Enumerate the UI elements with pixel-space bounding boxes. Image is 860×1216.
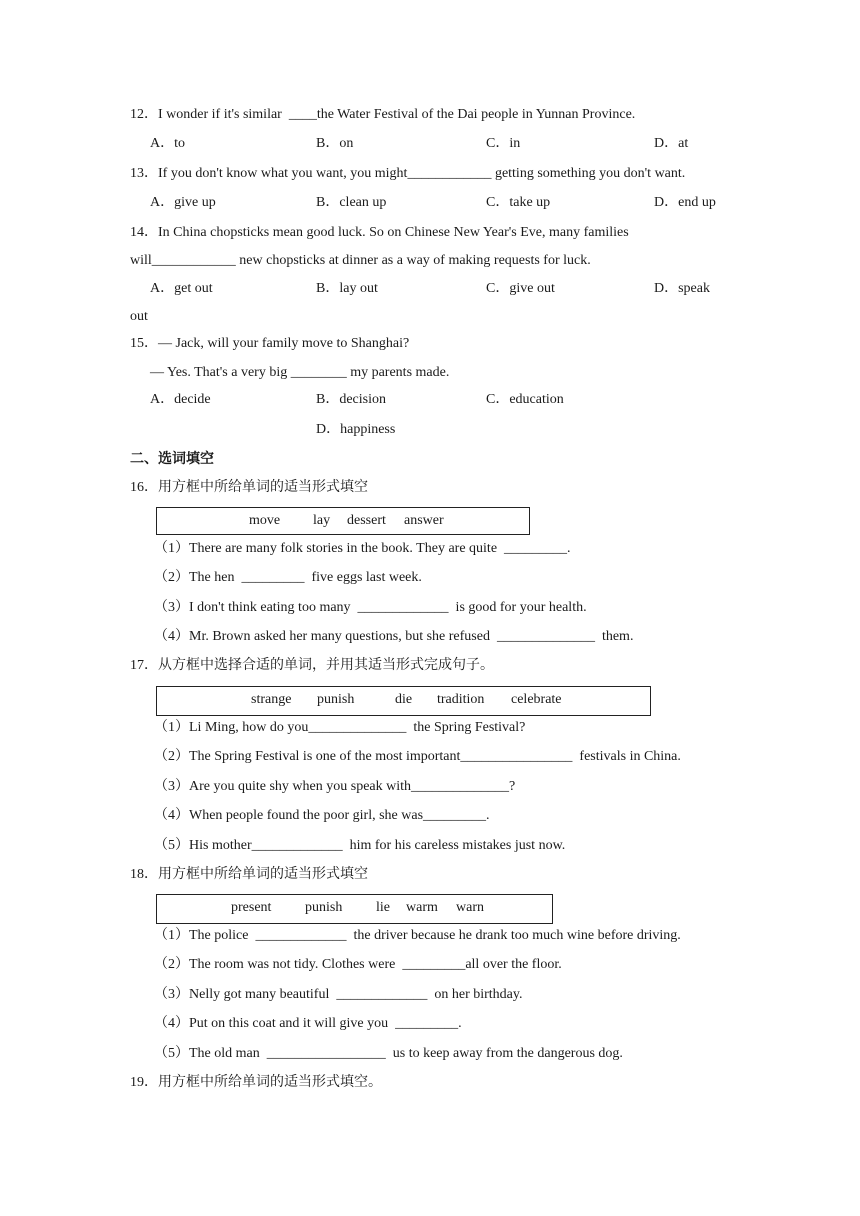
q16-word: lay [313, 513, 331, 528]
q17-word: strange [251, 692, 292, 707]
q16-item-4: （4）Mr. Brown asked her many questions, but she refused ______________ them. [154, 629, 634, 644]
q15-option-b: B．decision [316, 392, 386, 407]
q13-option-c: C．take up [486, 195, 551, 210]
q17-instruction: 17．从方框中选择合适的单词，并用其适当形式完成句子。 [130, 658, 494, 673]
q16-word: dessert [347, 513, 386, 528]
q18-instruction: 18．用方框中所给单词的适当形式填空 [130, 867, 368, 882]
q17-word: punish [317, 692, 355, 707]
q16-word-box [156, 507, 530, 535]
q17-item-4: （4）When people found the poor girl, she was_________. [154, 808, 490, 823]
q16-word: answer [404, 513, 444, 528]
q12-stem: 12．I wonder if it's similar ____the Water Festival of the Dai people in Yunnan Province. [130, 107, 636, 122]
q17-item-2: （2）The Spring Festival is one of the most important________________ festivals in China. [154, 749, 681, 764]
q17-word-box [156, 686, 651, 716]
q14-option-b: B．lay out [316, 281, 378, 296]
q13-option-b: B．clean up [316, 195, 387, 210]
q12-option-d: D．at [654, 136, 689, 151]
q18-item-1: （1）The police _____________ the driver because he drank too much wine before driving. [154, 928, 681, 943]
q18-word: punish [305, 900, 343, 915]
q17-item-1: （1）Li Ming, how do you______________ the Spring Festival? [154, 720, 526, 735]
q19-instruction: 19．用方框中所给单词的适当形式填空。 [130, 1075, 382, 1090]
q15-stem-line2: — Yes. That's a very big ________ my parents made. [150, 365, 450, 380]
q18-item-5: （5）The old man _________________ us to keep away from the dangerous dog. [154, 1046, 623, 1061]
q15-stem-line1: 15．— Jack, will your family move to Shanghai? [130, 336, 410, 351]
q16-word: move [249, 513, 281, 528]
q18-word-box [156, 894, 553, 924]
q15-option-a: A．decide [150, 392, 211, 407]
q12-option-b: B．on [316, 136, 354, 151]
q18-word: present [231, 900, 272, 915]
q17-item-5: （5）His mother_____________ him for his careless mistakes just now. [154, 838, 566, 853]
q17-word: celebrate [511, 692, 562, 707]
q18-word: warn [456, 900, 484, 915]
q16-instruction: 16．用方框中所给单词的适当形式填空 [130, 480, 368, 495]
q18-item-3: （3）Nelly got many beautiful _____________ on her birthday. [154, 987, 523, 1002]
q15-option-c: C．education [486, 392, 564, 407]
q16-item-2: （2）The hen _________ five eggs last week. [154, 570, 422, 585]
q13-option-d: D．end up [654, 195, 716, 210]
q13-option-a: A．give up [150, 195, 216, 210]
q12-option-a: A．to [150, 136, 185, 151]
section-heading: 二、选词填空 [130, 451, 214, 467]
q14-option-d-continued: out [130, 309, 148, 324]
q14-stem-line1: 14．In China chopsticks mean good luck. So on Chinese New Year's Eve, many families [130, 225, 629, 240]
q16-item-3: （3）I don't think eating too many _____________ is good for your health. [154, 600, 587, 615]
q18-item-4: （4）Put on this coat and it will give you _________. [154, 1016, 462, 1031]
q18-word: lie [376, 900, 390, 915]
q14-option-d: D．speak [654, 281, 710, 296]
q13-stem: 13．If you don't know what you want, you might____________ getting something you don't want. [130, 166, 686, 181]
q12-option-c: C．in [486, 136, 521, 151]
q18-item-2: （2）The room was not tidy. Clothes were _________all over the floor. [154, 957, 562, 972]
q15-option-d: D．happiness [316, 422, 396, 437]
q14-option-a: A．get out [150, 281, 213, 296]
q18-word: warm [406, 900, 438, 915]
q16-item-1: （1）There are many folk stories in the book. They are quite _________. [154, 541, 571, 556]
q17-word: die [395, 692, 413, 707]
q17-word: tradition [437, 692, 485, 707]
q17-item-3: （3）Are you quite shy when you speak with______________? [154, 779, 516, 794]
q14-option-c: C．give out [486, 281, 555, 296]
q14-stem-line2: will____________ new chopsticks at dinner as a way of making requests for luck. [130, 253, 591, 268]
